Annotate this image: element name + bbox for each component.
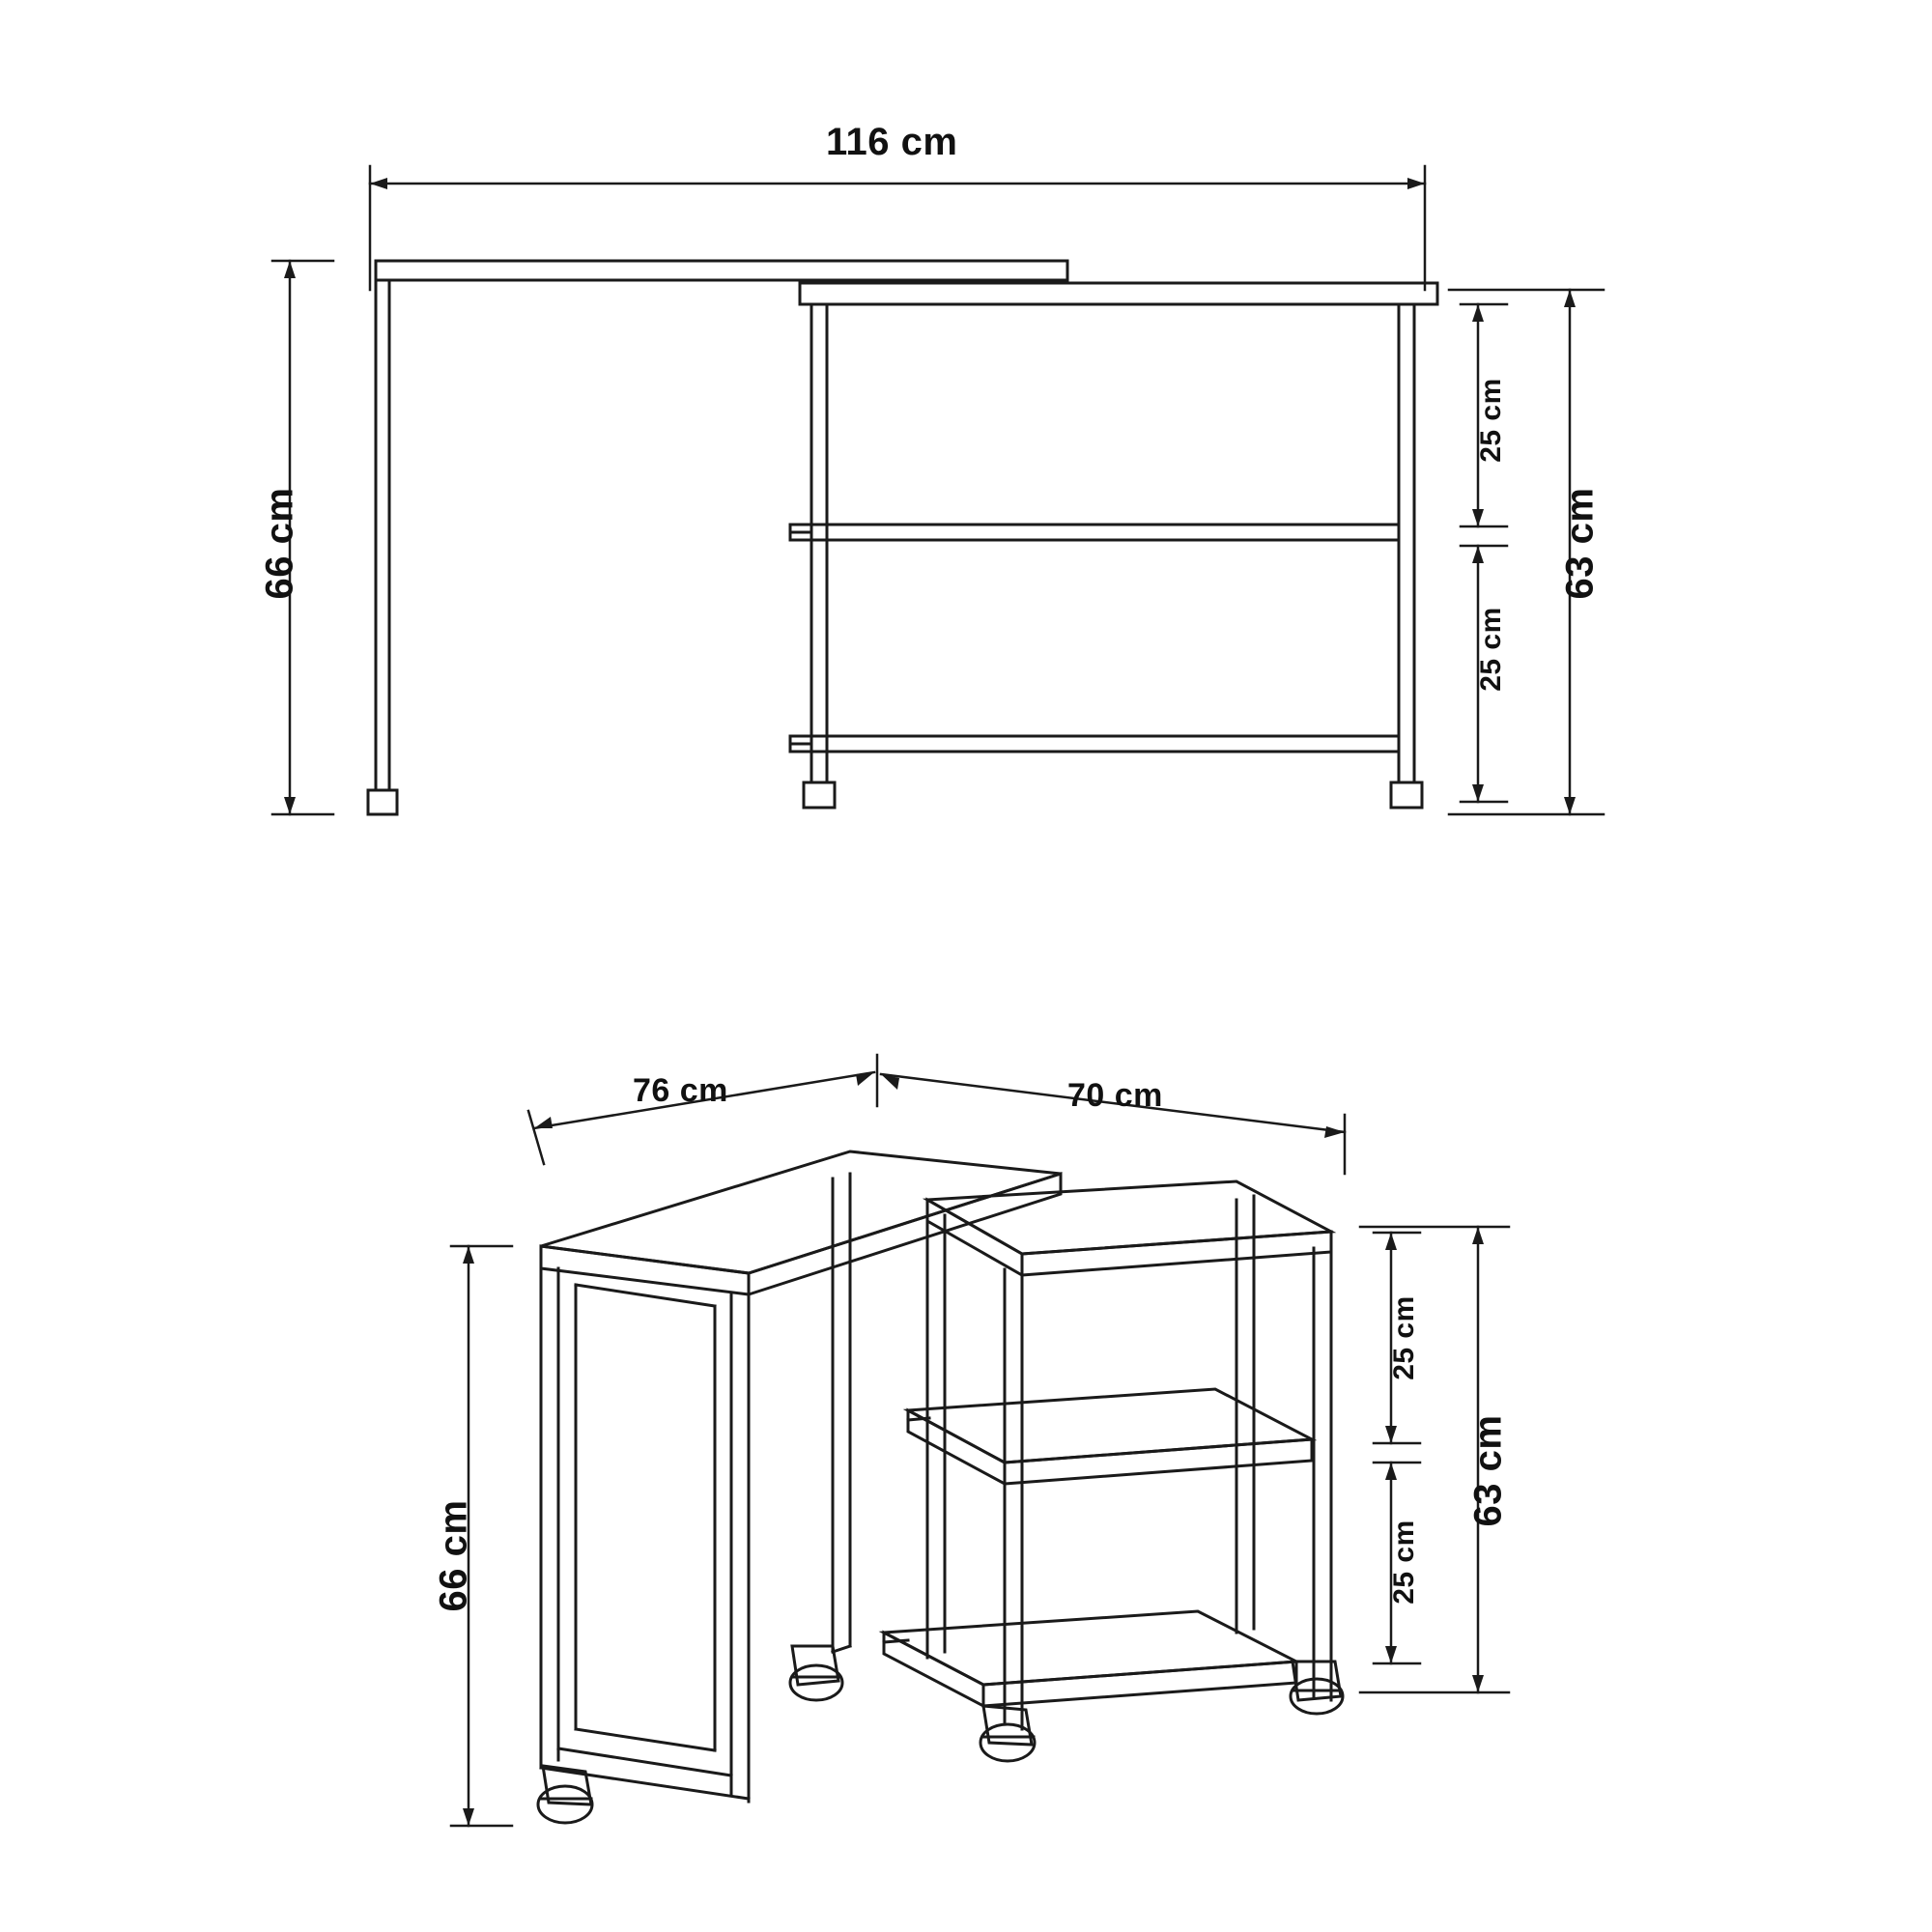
dim-label-25cm-upper-persp: 25 cm [1387,1295,1420,1380]
castor-left-rear [790,1646,842,1700]
dim-label-25cm-lower-front: 25 cm [1474,607,1507,692]
dim-label-116cm: 116 cm [826,121,958,163]
persp-left-top-panel [541,1151,1061,1294]
middle-shelf [790,525,1399,540]
dim-label-63cm-persp: 63 cm [1466,1414,1510,1527]
persp-right-top-panel [927,1181,1331,1275]
left-folding-leg [368,280,397,814]
dim-label-25cm-upper-front: 25 cm [1474,378,1507,463]
dim-label-76cm: 76 cm [633,1072,728,1109]
persp-left-frame [541,1268,749,1802]
castor-right-front [980,1706,1035,1761]
dim-label-63cm-front: 63 cm [1558,487,1602,600]
right-unit-right-post [1391,304,1422,808]
persp-right-unit-rear-right-post [1314,1248,1331,1700]
right-top-panel [800,283,1437,304]
castor-right-rear [1291,1662,1343,1714]
persp-right-unit-rear-left-post [1236,1196,1254,1633]
front-elevation-view [272,166,1604,814]
persp-middle-shelf [908,1389,1312,1484]
bottom-shelf [790,736,1399,752]
persp-right-unit-front-right-post [1005,1269,1022,1729]
dim-label-66cm-persp: 66 cm [432,1499,475,1612]
right-unit-left-post [804,304,835,808]
dim-116-line [370,166,1425,290]
dim-label-70cm: 70 cm [1067,1077,1163,1114]
dim-label-66cm-front: 66 cm [258,487,301,600]
perspective-view [451,1055,1509,1826]
persp-right-unit-front-left-post [927,1215,945,1658]
left-top-panel [376,261,1067,280]
dim-label-25cm-lower-persp: 25 cm [1387,1520,1420,1605]
